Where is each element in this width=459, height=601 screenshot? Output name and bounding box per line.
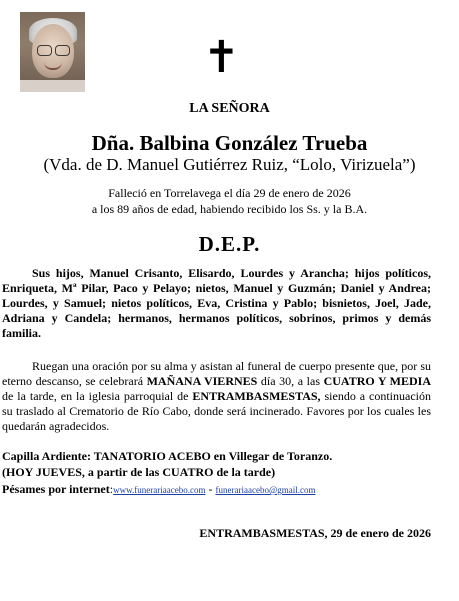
- cross-icon: ✝: [203, 32, 240, 83]
- deceased-name: Dña. Balbina González Trueba: [91, 131, 368, 155]
- widow-line: (Vda. de D. Manuel Gutiérrez Ruiz, “Lolo, Virizuela”): [43, 155, 416, 174]
- capilla-ardiente-line: Capilla Ardiente: TANATORIO ACEBO en Villegar de Toranzo.: [2, 449, 333, 463]
- funeral-text-1: Ruegan una oración por su alma y asistan al funeral de cuerpo presente que, por su eterno descanso, se celebrará: [2, 359, 431, 388]
- dep-heading: D.E.P.: [198, 232, 261, 256]
- visiting-hours-line: (HOY JUEVES, a partir de las CUATRO de la tarde): [2, 465, 276, 479]
- portrait-shirt: [20, 80, 85, 92]
- website-link[interactable]: www.funerariaacebo.com: [113, 485, 206, 495]
- link-separator: -: [205, 482, 216, 496]
- funeral-text-4: siendo a continuación su traslado al Crematorio de Río Cabo, donde será incinerado. Favores por los cuales les quedarán agradecidos.: [2, 389, 432, 433]
- condolences-separator: :: [109, 482, 114, 496]
- condolences-label: Pésames por internet: [2, 482, 110, 496]
- death-line-1: Falleció en Torrelavega el día 29 de enero de 2026: [108, 186, 351, 200]
- portrait-photo: [20, 12, 85, 92]
- death-line-2: a los 89 años de edad, habiendo recibido los Ss. y la B.A.: [91, 202, 368, 216]
- funeral-text-2: día 30, a las: [257, 374, 324, 388]
- email-link[interactable]: funerariaacebo@gmail.com: [215, 485, 316, 495]
- condolences-line: [2, 482, 315, 497]
- funeral-day: MAÑANA VIERNES: [146, 374, 258, 388]
- funeral-place: ENTRAMBASMESTAS,: [192, 389, 321, 403]
- portrait-glasses-right: [55, 45, 70, 56]
- portrait-glasses-left: [37, 45, 52, 56]
- funeral-time: CUATRO Y MEDIA: [323, 374, 431, 388]
- place-date-signature: ENTRAMBASMESTAS, 29 de enero de 2026: [199, 526, 431, 540]
- title-prefix: LA SEÑORA: [189, 101, 270, 116]
- family-paragraph: Sus hijos, Manuel Crisanto, Elisardo, Lourdes y Arancha; hijos políticos, Enriqueta, Mª Pilar, Paco y Pelayo; nietos, Manuel y Guzmán; Daniel y Andrea; Lourdes, y Samuel; nietos políticos, Eva, Cristina y Pablo; bisnietos, Joel, Jade, Adriana y Candela; hermanos, hermanos políticos, sobrinos, primos y demás familia.: [2, 266, 431, 340]
- funeral-text-3: de la tarde, en la iglesia parroquial de: [2, 389, 193, 403]
- funeral-paragraph: [2, 359, 431, 434]
